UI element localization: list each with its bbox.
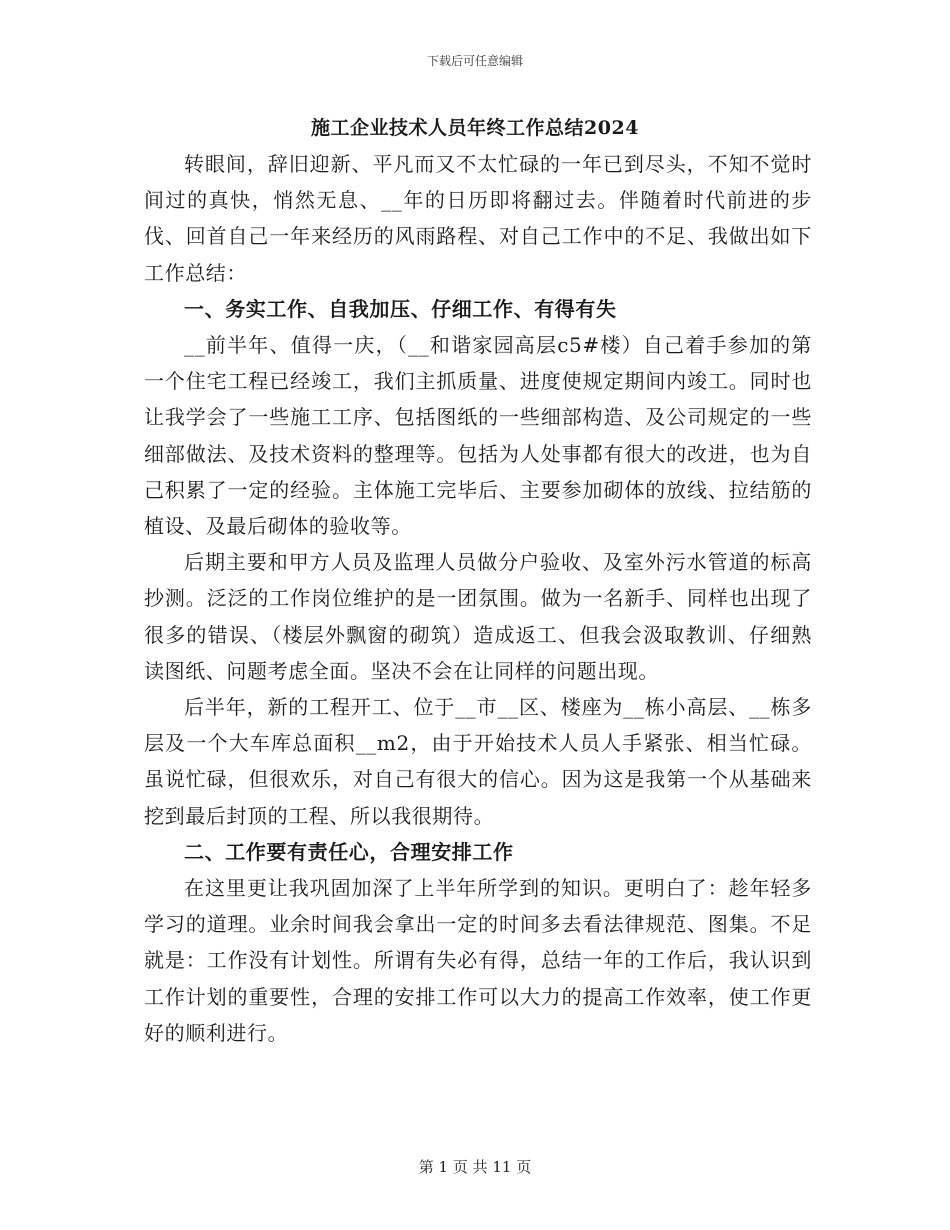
section-heading-2: 二、工作要有责任心，合理安排工作 <box>184 839 514 864</box>
body-paragraph: __前半年、值得一庆，（__和谐家园高层c5#楼）自己着手参加的第一个住宅工程已经竣工，我们主抓质量、进度使规定期间内竣工。同时也让我学会了一些施工工序、包括图纸的一些细部构造、及公司规定的一些细部做法、及技术资料的整理等。包括为人处事都有很大的改进，也为自己积累了一定的经验。主体施工完毕后、主要参加砌体的放线、拉结筋的植设、及最后砌体的验收等。 <box>144 333 812 539</box>
body-paragraph: 在这里更让我巩固加深了上半年所学到的知识。更明白了：趁年轻多学习的道理。业余时间我会拿出一定的时间多去看法律规范、图集。不足就是：工作没有计划性。所谓有失必有得，总结一年的工作后，我认识到工作计划的重要性，合理的安排工作可以大力的提高工作效率，使工作更好的顺利进行。 <box>144 876 812 1045</box>
intro-paragraph: 转眼间，辞旧迎新、平凡而又不太忙碌的一年已到尽头，不知不觉时间过的真快，悄然无息、__年的日历即将翻过去。伴随着时代前进的步伐、回首自己一年来经历的风雨路程、对自己工作中的不足、我做出如下工作总结： <box>144 152 812 285</box>
header-note: 下载后可任意编辑 <box>426 54 523 68</box>
document-title: 施工企业技术人员年终工作总结2024 <box>311 117 639 139</box>
body-paragraph: 后半年，新的工程开工、位于__市__区、楼座为__栋小高层、__栋多层及一个大车库总面积__m2，由于开始技术人员人手紧张、相当忙碌。虽说忙碌，但很欢乐，对自己有很大的信心。因为这是我第一个从基础来挖到最后封顶的工程、所以我很期待。 <box>144 695 812 828</box>
page-number-footer: 第 1 页 共 11 页 <box>418 1158 532 1176</box>
body-paragraph: 后期主要和甲方人员及监理人员做分户验收、及室外污水管道的标高抄测。泛泛的工作岗位维护的是一团氛围。做为一名新手、同样也出现了很多的错误、（楼层外飘窗的砌筑）造成返工、但我会汲取教训、仔细熟读图纸、问题考虑全面。坚决不会在让同样的问题出现。 <box>144 550 812 683</box>
section-heading-1: 一、务实工作、自我加压、仔细工作、有得有失 <box>184 296 617 321</box>
document-body <box>144 146 812 1051</box>
